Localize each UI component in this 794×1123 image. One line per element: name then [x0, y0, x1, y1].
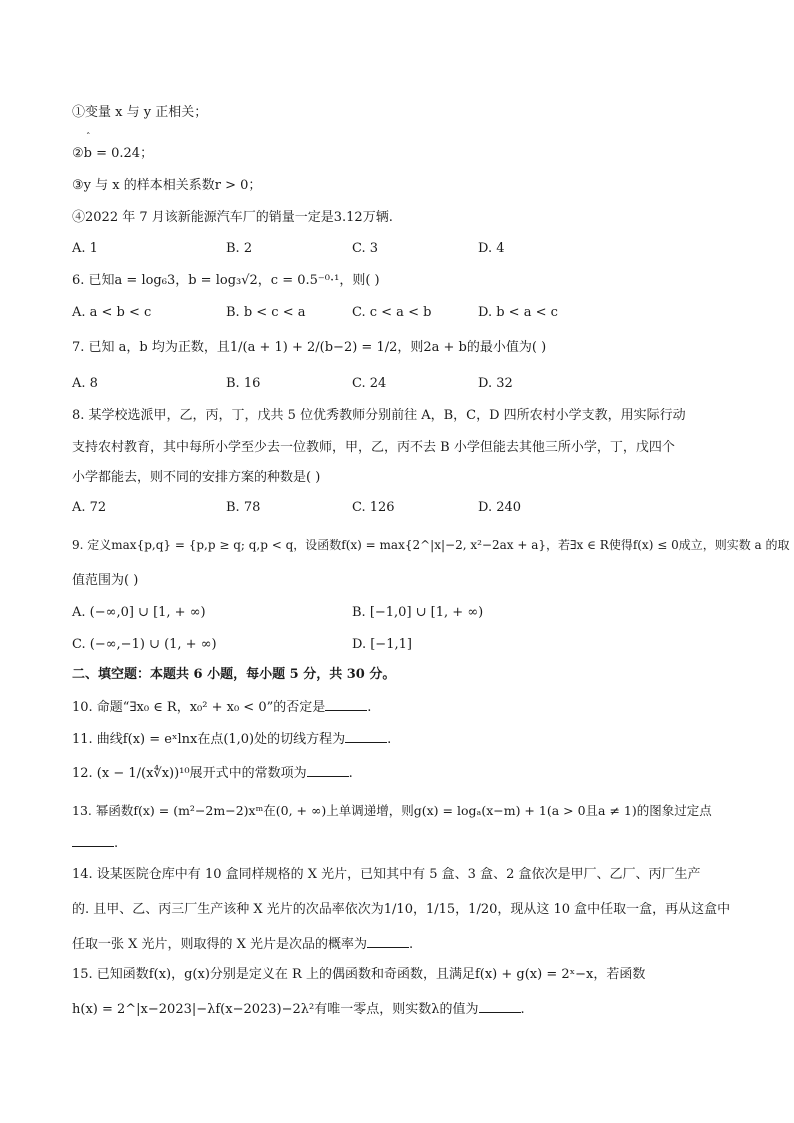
q13-answer-line [72, 834, 118, 853]
q10-period: . [367, 700, 372, 715]
q14-line-3-text: 任取一张 X 光片，则取得的 X 光片是次品的概率为 [72, 937, 368, 952]
q8-option-a[interactable]: A. 72 [72, 500, 107, 515]
q8-line-1: 8. 某学校选派甲，乙，丙，丁，戊共 5 位优秀教师分别前往 A，B，C，D 四所农村小学支教，用实际行动 [72, 408, 686, 423]
q10-text: 10. 命题“∃x₀ ∈ R，x₀² + x₀ < 0”的否定是 [72, 700, 326, 715]
q12-stem [72, 764, 353, 783]
q13-period: . [114, 836, 119, 851]
q11-answer-blank[interactable] [345, 730, 387, 743]
q6-option-d[interactable]: D. b < a < c [478, 305, 558, 320]
q5-option-b[interactable]: B. 2 [226, 241, 253, 256]
q7-option-c[interactable]: C. 24 [352, 376, 387, 391]
hat-mark: ˆ [86, 133, 91, 143]
q10-answer-blank[interactable] [325, 698, 367, 711]
q5-option-d[interactable]: D. 4 [478, 241, 505, 256]
q5-option-a[interactable]: A. 1 [72, 241, 98, 256]
q9-option-c[interactable]: C. (−∞,−1) ∪ (1, + ∞) [72, 637, 217, 652]
q7-option-b[interactable]: B. 16 [226, 376, 261, 391]
q15-period: . [520, 1002, 525, 1017]
q5-option-c[interactable]: C. 3 [352, 241, 379, 256]
q15-line-2-text: h(x) = 2^|x−2023|−λf(x−2023)−2λ²有唯一零点，则实数λ的值为 [72, 1002, 479, 1017]
q13-answer-blank[interactable] [72, 834, 114, 847]
statement-2: ②b = 0.24； [72, 146, 154, 161]
q14-answer-blank[interactable] [367, 935, 409, 948]
q14-line-2: 的. 且甲、乙、丙三厂生产该种 X 光片的次品率依次为1/10，1/15，1/20，现从这 10 盒中任取一盒，再从这盒中 [72, 902, 731, 917]
q9-option-a[interactable]: A. (−∞,0] ∪ [1, + ∞) [72, 605, 206, 620]
section-2-heading: 二、填空题：本题共 6 小题，每小题 5 分，共 30 分。 [72, 667, 396, 682]
q9-line-2: 值范围为( ) [72, 573, 139, 588]
q15-line-2 [72, 1000, 525, 1019]
q9-option-b[interactable]: B. [−1,0] ∪ [1, + ∞) [352, 605, 484, 620]
q6-option-b[interactable]: B. b < c < a [226, 305, 306, 320]
statement-3: ③y 与 x 的样本相关系数r > 0； [72, 178, 262, 193]
q9-line-1: 9. 定义max{p,q} = {p,p ≥ q; q,p < q，设函数f(x) = max{2^|x|−2, x²−2ax + a}，若∃x ∈ R使得f(x) ≤ 0成立，则实数 a 的取 [72, 538, 790, 552]
q8-line-2: 支持农村教育，其中每所小学至少去一位教师，甲，乙，丙不去 B 小学但能去其他三所小学，丁，戊四个 [72, 440, 675, 455]
statement-1: ①变量 x 与 y 正相关； [72, 105, 208, 120]
q12-text: 12. (x − 1/(x∜x))¹⁰展开式中的常数项为 [72, 766, 307, 781]
q8-line-3: 小学都能去，则不同的安排方案的种数是( ) [72, 470, 321, 485]
q6-option-c[interactable]: C. c < a < b [352, 305, 432, 320]
q8-option-b[interactable]: B. 78 [226, 500, 261, 515]
q10-stem [72, 698, 371, 717]
q6-option-a[interactable]: A. a < b < c [72, 305, 152, 320]
q12-period: . [348, 766, 353, 781]
q6-stem: 6. 已知a = log₆3，b = log₃√2，c = 0.5⁻⁰·¹，则( ) [72, 273, 380, 288]
q7-option-a[interactable]: A. 8 [72, 376, 98, 391]
statement-4: ④2022 年 7 月该新能源汽车厂的销量一定是3.12万辆. [72, 210, 393, 225]
q7-stem: 7. 已知 a，b 均为正数，且1/(a + 1) + 2/(b−2) = 1/2，则2a + b的最小值为( ) [72, 340, 547, 355]
q12-answer-blank[interactable] [307, 764, 349, 777]
q11-text: 11. 曲线f(x) = eˣlnx在点(1,0)处的切线方程为 [72, 732, 346, 747]
q14-line-3 [72, 935, 413, 954]
q15-line-1: 15. 已知函数f(x)，g(x)分别是定义在 R 上的偶函数和奇函数，且满足f(x) + g(x) = 2ˣ−x，若函数 [72, 967, 646, 982]
q14-period: . [409, 937, 414, 952]
q8-option-c[interactable]: C. 126 [352, 500, 395, 515]
q9-option-d[interactable]: D. [−1,1] [352, 637, 412, 652]
q14-line-1: 14. 设某医院仓库中有 10 盒同样规格的 X 光片，已知其中有 5 盒、3 盒、2 盒依次是甲厂、乙厂、丙厂生产 [72, 867, 701, 882]
q7-option-d[interactable]: D. 32 [478, 376, 513, 391]
q11-stem [72, 730, 391, 749]
q13-stem: 13. 幂函数f(x) = (m²−2m−2)xᵐ在(0, + ∞)上单调递增，则g(x) = logₐ(x−m) + 1(a > 0且a ≠ 1)的图象过定点 [72, 803, 712, 818]
q11-period: . [387, 732, 392, 747]
q8-option-d[interactable]: D. 240 [478, 500, 522, 515]
q15-answer-blank[interactable] [479, 1000, 521, 1013]
